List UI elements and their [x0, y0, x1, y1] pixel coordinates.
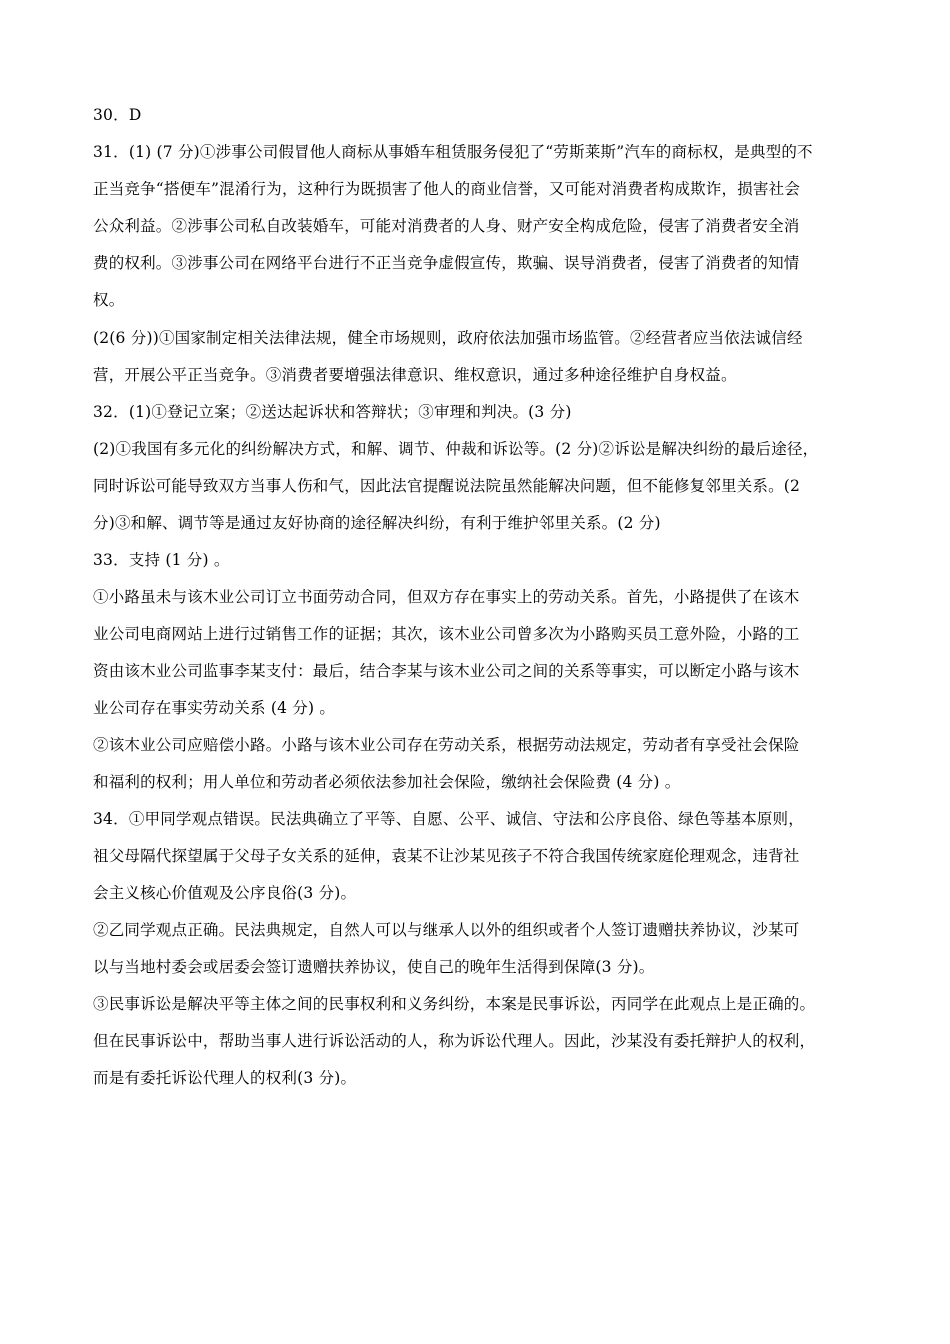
answer-33-point-1-line-3: 资由该木业公司监事李某支付：最后，结合李某与该木业公司之间的关系等事实，可以断定小路与该木	[93, 662, 800, 680]
answer-33-point-1-line-2: 业公司电商网站上进行过销售工作的证据；其次，该木业公司曾多次为小路购买员工意外险，小路的工	[93, 625, 800, 643]
answer-31-line-4: 费的权利。③涉事公司在网络平台进行不正当竞争虚假宣传，欺骗、误导消费者，侵害了消费者的知情	[93, 254, 800, 272]
answer-30: 30．D	[93, 106, 142, 124]
answer-34-point-3-line-1: ③民事诉讼是解决平等主体之间的民事权利和义务纠纷，本案是民事诉讼，丙同学在此观点上是正确的。	[93, 995, 816, 1013]
answer-34-point-1-line-1: 34．①甲同学观点错误。民法典确立了平等、自愿、公平、诚信、守法和公序良俗、绿色等基本原则，	[93, 810, 804, 828]
answer-31-line-1: 31．(1) (7 分)①涉事公司假冒他人商标从事婚车租赁服务侵犯了“劳斯莱斯”汽车的商标权，是典型的不	[93, 143, 813, 161]
answer-34-point-3-line-2: 但在民事诉讼中，帮助当事人进行诉讼活动的人，称为诉讼代理人。因此，沙某没有委托辩护人的权利，	[93, 1032, 816, 1050]
answer-34-point-2-line-2: 以与当地村委会或居委会签订遗赠扶养协议，使自己的晚年生活得到保障(3 分)。	[93, 958, 655, 976]
answer-33-point-1-line-1: ①小路虽未与该木业公司订立书面劳动合同，但双方存在事实上的劳动关系。首先，小路提供了在该木	[93, 588, 800, 606]
answer-33-point-2-line-1: ②该木业公司应赔偿小路。小路与该木业公司存在劳动关系，根据劳动法规定，劳动者有享受社会保险	[93, 736, 800, 754]
answer-32-1: 32．(1)①登记立案；②送达起诉状和答辩状；③审理和判决。(3 分)	[93, 403, 572, 421]
answer-31-line-2: 正当竞争“搭便车”混淆行为，这种行为既损害了他人的商业信誉，又可能对消费者构成欺诈，损害社会	[93, 180, 801, 198]
answer-33-header: 33．支持 (1 分) 。	[93, 551, 230, 569]
answer-33-point-2-line-2: 和福利的权利；用人单位和劳动者必须依法参加社会保险，缴纳社会保险费 (4 分) 。	[93, 773, 681, 791]
answer-34-point-1-line-3: 会主义核心价值观及公序良俗(3 分)。	[93, 884, 357, 902]
answer-31-line-5: 权。	[93, 291, 125, 309]
answer-32-2-line-2: 同时诉讼可能导致双方当事人伤和气，因此法官提醒说法院虽然能解决问题，但不能修复邻里关系。(2	[93, 477, 801, 495]
answer-33-point-1-line-4: 业公司存在事实劳动关系 (4 分) 。	[93, 699, 336, 717]
answer-32-2-line-3: 分)③和解、调节等是通过友好协商的途径解决纠纷，有利于维护邻里关系。(2 分)	[93, 514, 661, 532]
answer-34-point-1-line-2: 祖父母隔代探望属于父母子女关系的延伸，袁某不让沙某见孩子不符合我国传统家庭伦理观念，违背社	[93, 847, 800, 865]
answer-31-2-line-1: (2(6 分))①国家制定相关法律法规，健全市场规则，政府依法加强市场监管。②经营者应当依法诚信经	[93, 329, 803, 347]
answer-31-2-line-2: 营，开展公平正当竞争。③消费者要增强法律意识、维权意识，通过多种途径维护自身权益。	[93, 366, 737, 384]
answer-31-line-3: 公众利益。②涉事公司私自改装婚车，可能对消费者的人身、财产安全构成危险，侵害了消费者安全消	[93, 217, 800, 235]
answer-34-point-3-line-3: 而是有委托诉讼代理人的权利(3 分)。	[93, 1069, 357, 1087]
answer-32-2-line-1: (2)①我国有多元化的纠纷解决方式，和解、调节、仲裁和诉讼等。(2 分)②诉讼是解决纠纷的最后途径，	[93, 440, 819, 458]
answer-34-point-2-line-1: ②乙同学观点正确。民法典规定，自然人可以与继承人以外的组织或者个人签订遗赠扶养协议，沙某可	[93, 921, 800, 939]
